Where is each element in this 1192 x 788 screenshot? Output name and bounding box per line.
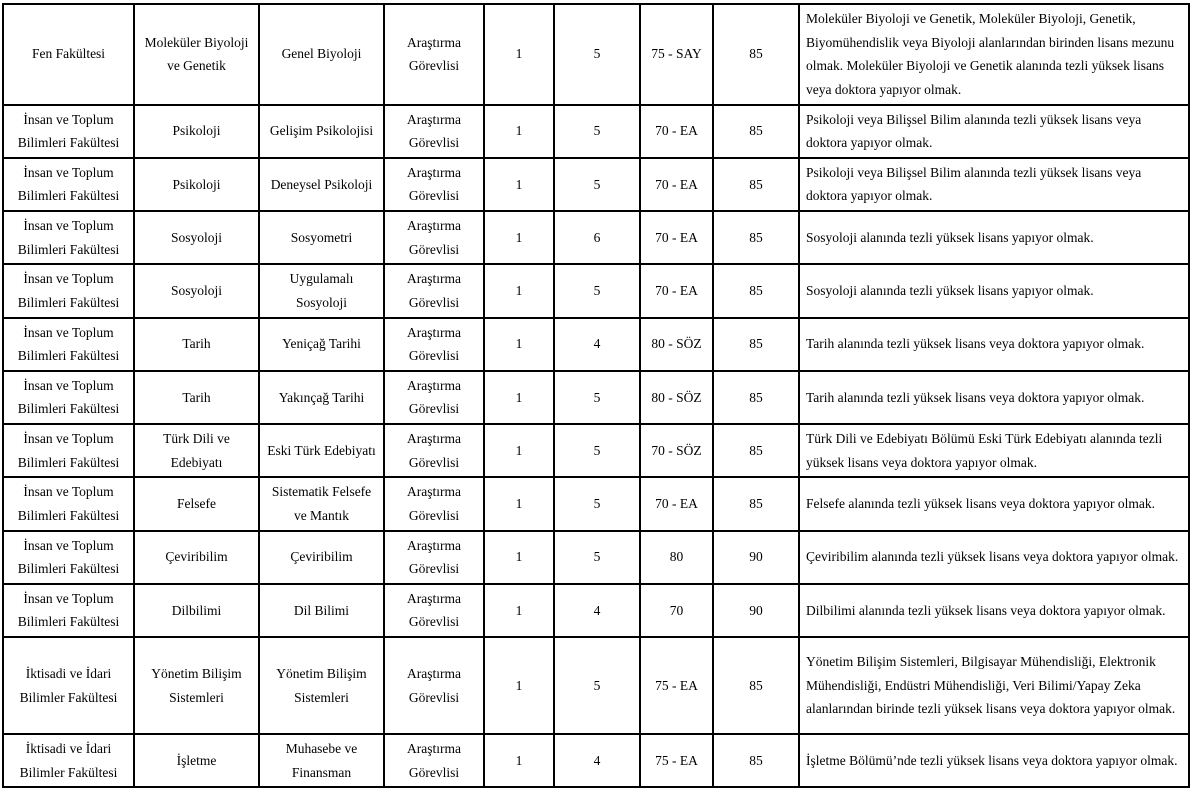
cell-count: 1	[484, 424, 554, 477]
cell-program: Eski Türk Edebiyatı	[259, 424, 384, 477]
cell-language-score: 85	[713, 211, 799, 264]
cell-faculty: İnsan ve Toplum Bilimleri Fakültesi	[3, 158, 134, 211]
cell-position-title: Araştırma Görevlisi	[384, 4, 484, 105]
cell-position-title: Araştırma Görevlisi	[384, 477, 484, 530]
cell-position-title: Araştırma Görevlisi	[384, 318, 484, 371]
cell-requirements: Çeviribilim alanında tezli yüksek lisans veya doktora yapıyor olmak.	[799, 531, 1189, 584]
cell-position-title: Araştırma Görevlisi	[384, 584, 484, 637]
cell-language-score: 85	[713, 264, 799, 317]
cell-count: 1	[484, 734, 554, 787]
cell-position-title: Araştırma Görevlisi	[384, 158, 484, 211]
cell-requirements: Yönetim Bilişim Sistemleri, Bilgisayar Mühendisliği, Elektronik Mühendisliği, Endüstri Mühendisliği, Veri Bilimi/Yapay Zeka alanlarından birinde tezli yüksek lisans veya doktora yapıyor olmak.	[799, 637, 1189, 734]
cell-faculty: İnsan ve Toplum Bilimleri Fakültesi	[3, 318, 134, 371]
cell-count: 1	[484, 318, 554, 371]
cell-grade: 5	[554, 4, 640, 105]
table-row	[3, 584, 1189, 637]
cell-department: Çeviribilim	[134, 531, 259, 584]
cell-position-title: Araştırma Görevlisi	[384, 424, 484, 477]
cell-language-score: 85	[713, 424, 799, 477]
cell-ales-score: 70 - EA	[640, 211, 713, 264]
cell-faculty: İnsan ve Toplum Bilimleri Fakültesi	[3, 211, 134, 264]
cell-faculty: İnsan ve Toplum Bilimleri Fakültesi	[3, 264, 134, 317]
cell-language-score: 85	[713, 637, 799, 734]
cell-ales-score: 75 - EA	[640, 734, 713, 787]
cell-ales-score: 70	[640, 584, 713, 637]
cell-requirements: Psikoloji veya Bilişsel Bilim alanında tezli yüksek lisans veya doktora yapıyor olmak.	[799, 105, 1189, 158]
cell-program: Yeniçağ Tarihi	[259, 318, 384, 371]
table-row	[3, 158, 1189, 211]
cell-requirements: Sosyoloji alanında tezli yüksek lisans yapıyor olmak.	[799, 264, 1189, 317]
cell-language-score: 85	[713, 105, 799, 158]
cell-language-score: 85	[713, 158, 799, 211]
table-row	[3, 371, 1189, 424]
cell-faculty: İnsan ve Toplum Bilimleri Fakültesi	[3, 105, 134, 158]
cell-requirements: Felsefe alanında tezli yüksek lisans veya doktora yapıyor olmak.	[799, 477, 1189, 530]
cell-requirements: Türk Dili ve Edebiyatı Bölümü Eski Türk Edebiyatı alanında tezli yüksek lisans veya doktora yapıyor olmak.	[799, 424, 1189, 477]
cell-count: 1	[484, 105, 554, 158]
cell-grade: 4	[554, 584, 640, 637]
cell-program: Çeviribilim	[259, 531, 384, 584]
cell-program: Genel Biyoloji	[259, 4, 384, 105]
cell-faculty: İnsan ve Toplum Bilimleri Fakültesi	[3, 477, 134, 530]
cell-requirements: Tarih alanında tezli yüksek lisans veya doktora yapıyor olmak.	[799, 371, 1189, 424]
cell-requirements: Tarih alanında tezli yüksek lisans veya doktora yapıyor olmak.	[799, 318, 1189, 371]
cell-faculty: İktisadi ve İdari Bilimler Fakültesi	[3, 637, 134, 734]
cell-faculty: İnsan ve Toplum Bilimleri Fakültesi	[3, 371, 134, 424]
table-row	[3, 531, 1189, 584]
cell-grade: 5	[554, 531, 640, 584]
cell-ales-score: 80	[640, 531, 713, 584]
cell-program: Sosyometri	[259, 211, 384, 264]
table-row	[3, 264, 1189, 317]
cell-requirements: İşletme Bölümü’nde tezli yüksek lisans veya doktora yapıyor olmak.	[799, 734, 1189, 787]
cell-grade: 5	[554, 637, 640, 734]
cell-position-title: Araştırma Görevlisi	[384, 531, 484, 584]
cell-language-score: 85	[713, 318, 799, 371]
cell-department: Türk Dili ve Edebiyatı	[134, 424, 259, 477]
table-row	[3, 734, 1189, 787]
cell-ales-score: 70 - SÖZ	[640, 424, 713, 477]
cell-program: Gelişim Psikolojisi	[259, 105, 384, 158]
cell-faculty: İnsan ve Toplum Bilimleri Fakültesi	[3, 424, 134, 477]
table-row	[3, 424, 1189, 477]
cell-department: Felsefe	[134, 477, 259, 530]
table-row	[3, 318, 1189, 371]
cell-position-title: Araştırma Görevlisi	[384, 264, 484, 317]
cell-grade: 5	[554, 424, 640, 477]
cell-language-score: 85	[713, 734, 799, 787]
cell-grade: 5	[554, 477, 640, 530]
academic-positions-table	[2, 3, 1190, 788]
cell-program: Yakınçağ Tarihi	[259, 371, 384, 424]
cell-requirements: Dilbilimi alanında tezli yüksek lisans veya doktora yapıyor olmak.	[799, 584, 1189, 637]
cell-grade: 5	[554, 371, 640, 424]
cell-department: İşletme	[134, 734, 259, 787]
cell-department: Psikoloji	[134, 158, 259, 211]
cell-ales-score: 75 - EA	[640, 637, 713, 734]
table-row	[3, 4, 1189, 105]
cell-department: Yönetim Bilişim Sistemleri	[134, 637, 259, 734]
cell-program: Dil Bilimi	[259, 584, 384, 637]
cell-department: Moleküler Biyoloji ve Genetik	[134, 4, 259, 105]
cell-faculty: İnsan ve Toplum Bilimleri Fakültesi	[3, 531, 134, 584]
cell-department: Sosyoloji	[134, 211, 259, 264]
cell-requirements: Psikoloji veya Bilişsel Bilim alanında tezli yüksek lisans veya doktora yapıyor olmak.	[799, 158, 1189, 211]
cell-ales-score: 80 - SÖZ	[640, 371, 713, 424]
cell-grade: 6	[554, 211, 640, 264]
cell-position-title: Araştırma Görevlisi	[384, 734, 484, 787]
cell-faculty: İktisadi ve İdari Bilimler Fakültesi	[3, 734, 134, 787]
cell-count: 1	[484, 4, 554, 105]
cell-position-title: Araştırma Görevlisi	[384, 211, 484, 264]
table-row	[3, 105, 1189, 158]
cell-ales-score: 70 - EA	[640, 105, 713, 158]
cell-count: 1	[484, 584, 554, 637]
cell-language-score: 85	[713, 371, 799, 424]
cell-language-score: 85	[713, 477, 799, 530]
cell-ales-score: 75 - SAY	[640, 4, 713, 105]
cell-program: Muhasebe ve Finansman	[259, 734, 384, 787]
cell-ales-score: 70 - EA	[640, 264, 713, 317]
cell-department: Psikoloji	[134, 105, 259, 158]
cell-program: Sistematik Felsefe ve Mantık	[259, 477, 384, 530]
cell-program: Yönetim Bilişim Sistemleri	[259, 637, 384, 734]
cell-count: 1	[484, 211, 554, 264]
cell-department: Sosyoloji	[134, 264, 259, 317]
cell-faculty: İnsan ve Toplum Bilimleri Fakültesi	[3, 584, 134, 637]
cell-count: 1	[484, 264, 554, 317]
table-row	[3, 637, 1189, 734]
cell-language-score: 85	[713, 4, 799, 105]
cell-requirements: Moleküler Biyoloji ve Genetik, Moleküler Biyoloji, Genetik, Biyomühendislik veya Biyoloji alanlarından birinden lisans mezunu olmak. Moleküler Biyoloji ve Genetik alanında tezli yüksek lisans veya doktora yapıyor olmak.	[799, 4, 1189, 105]
cell-position-title: Araştırma Görevlisi	[384, 371, 484, 424]
cell-language-score: 90	[713, 584, 799, 637]
cell-ales-score: 80 - SÖZ	[640, 318, 713, 371]
cell-language-score: 90	[713, 531, 799, 584]
cell-requirements: Sosyoloji alanında tezli yüksek lisans yapıyor olmak.	[799, 211, 1189, 264]
cell-ales-score: 70 - EA	[640, 477, 713, 530]
cell-faculty: Fen Fakültesi	[3, 4, 134, 105]
cell-ales-score: 70 - EA	[640, 158, 713, 211]
cell-department: Tarih	[134, 371, 259, 424]
cell-position-title: Araştırma Görevlisi	[384, 637, 484, 734]
cell-count: 1	[484, 371, 554, 424]
table-row	[3, 477, 1189, 530]
cell-program: Deneysel Psikoloji	[259, 158, 384, 211]
cell-program: Uygulamalı Sosyoloji	[259, 264, 384, 317]
cell-grade: 4	[554, 318, 640, 371]
table-row	[3, 211, 1189, 264]
cell-grade: 5	[554, 105, 640, 158]
cell-grade: 5	[554, 264, 640, 317]
cell-grade: 5	[554, 158, 640, 211]
cell-position-title: Araştırma Görevlisi	[384, 105, 484, 158]
cell-count: 1	[484, 637, 554, 734]
cell-department: Tarih	[134, 318, 259, 371]
cell-grade: 4	[554, 734, 640, 787]
cell-count: 1	[484, 531, 554, 584]
cell-department: Dilbilimi	[134, 584, 259, 637]
cell-count: 1	[484, 158, 554, 211]
cell-count: 1	[484, 477, 554, 530]
